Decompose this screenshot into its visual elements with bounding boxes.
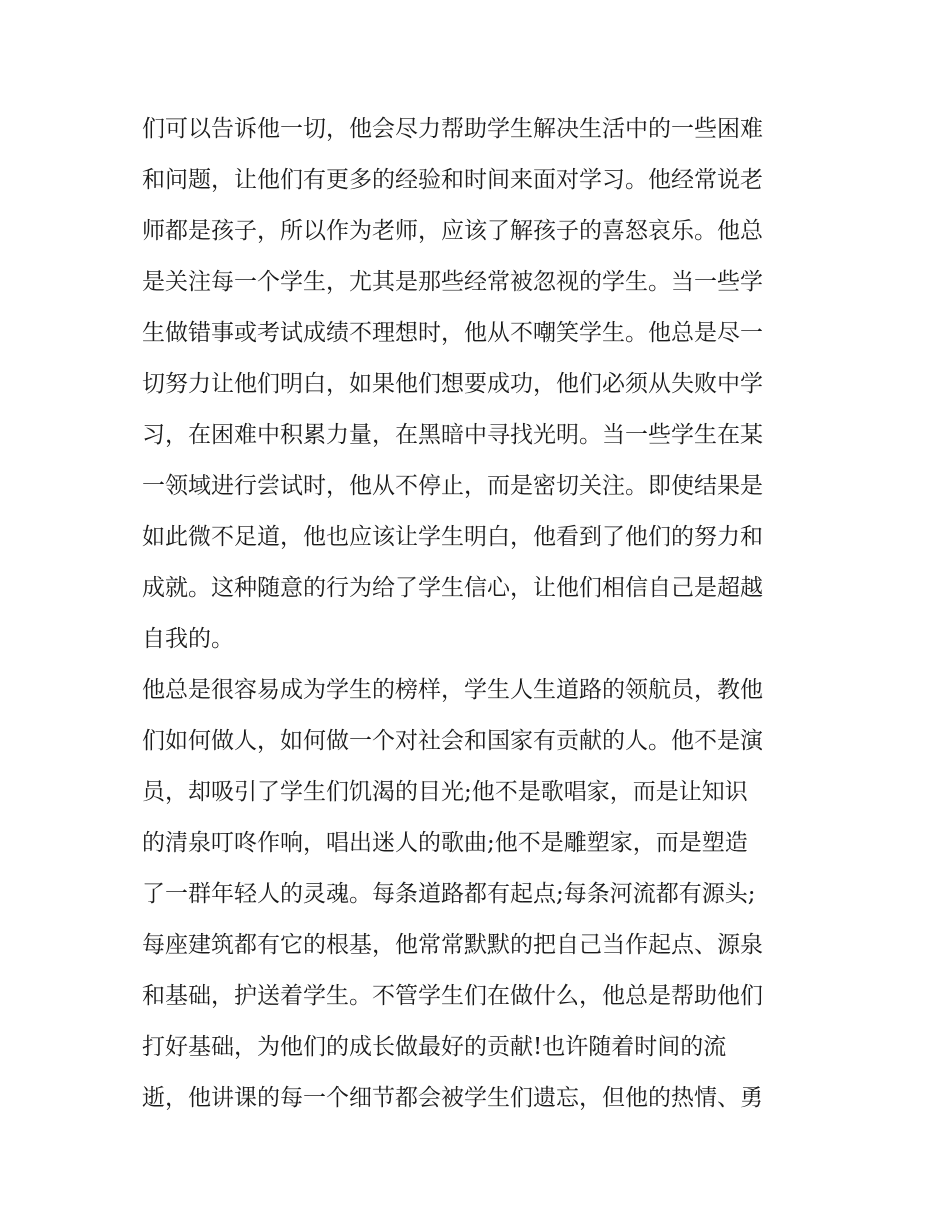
text-line: 打好基础，为他们的成长做最好的贡献!也许随着时间的流: [142, 1034, 727, 1060]
text-line: 自我的。: [142, 626, 234, 652]
text-line: 逝，他讲课的每一个细节都会被学生们遗忘，但他的热情、勇: [142, 1085, 763, 1111]
text-line: 是关注每一个学生，尤其是那些经常被忽视的学生。当一些学: [142, 269, 763, 295]
text-line: 们可以告诉他一切，他会尽力帮助学生解决生活中的一些困难: [142, 116, 763, 142]
text-line: 们如何做人，如何做一个对社会和国家有贡献的人。他不是演: [142, 728, 763, 754]
document-body: [142, 104, 812, 1124]
text-line: 习，在困难中积累力量，在黑暗中寻找光明。当一些学生在某: [142, 422, 763, 448]
text-line: 切努力让他们明白，如果他们想要成功，他们必须从失败中学: [142, 371, 763, 397]
text-line: 了一群年轻人的灵魂。每条道路都有起点;每条河流都有源头;: [142, 881, 756, 907]
text-line: 的清泉叮咚作响，唱出迷人的歌曲;他不是雕塑家，而是塑造: [142, 830, 748, 856]
text-line: 一领域进行尝试时，他从不停止，而是密切关注。即使结果是: [142, 473, 763, 499]
text-line: 生做错事或考试成绩不理想时，他从不嘲笑学生。他总是尽一: [142, 320, 763, 346]
text-line: 和基础，护送着学生。不管学生们在做什么，他总是帮助他们: [142, 983, 763, 1009]
text-line: 每座建筑都有它的根基，他常常默默的把自己当作起点、源泉: [142, 932, 763, 958]
paragraph-1: [142, 104, 812, 665]
text-line: 员，却吸引了学生们饥渴的目光;他不是歌唱家，而是让知识: [142, 779, 748, 805]
paragraph-2: [142, 665, 812, 1124]
text-line: 他总是很容易成为学生的榜样，学生人生道路的领航员，教他: [142, 677, 763, 703]
text-line: 成就。这种随意的行为给了学生信心，让他们相信自己是超越: [142, 575, 763, 601]
text-line: 和问题，让他们有更多的经验和时间来面对学习。他经常说老: [142, 167, 763, 193]
text-line: 师都是孩子，所以作为老师，应该了解孩子的喜怒哀乐。他总: [142, 218, 763, 244]
text-line: 如此微不足道，他也应该让学生明白，他看到了他们的努力和: [142, 524, 763, 550]
